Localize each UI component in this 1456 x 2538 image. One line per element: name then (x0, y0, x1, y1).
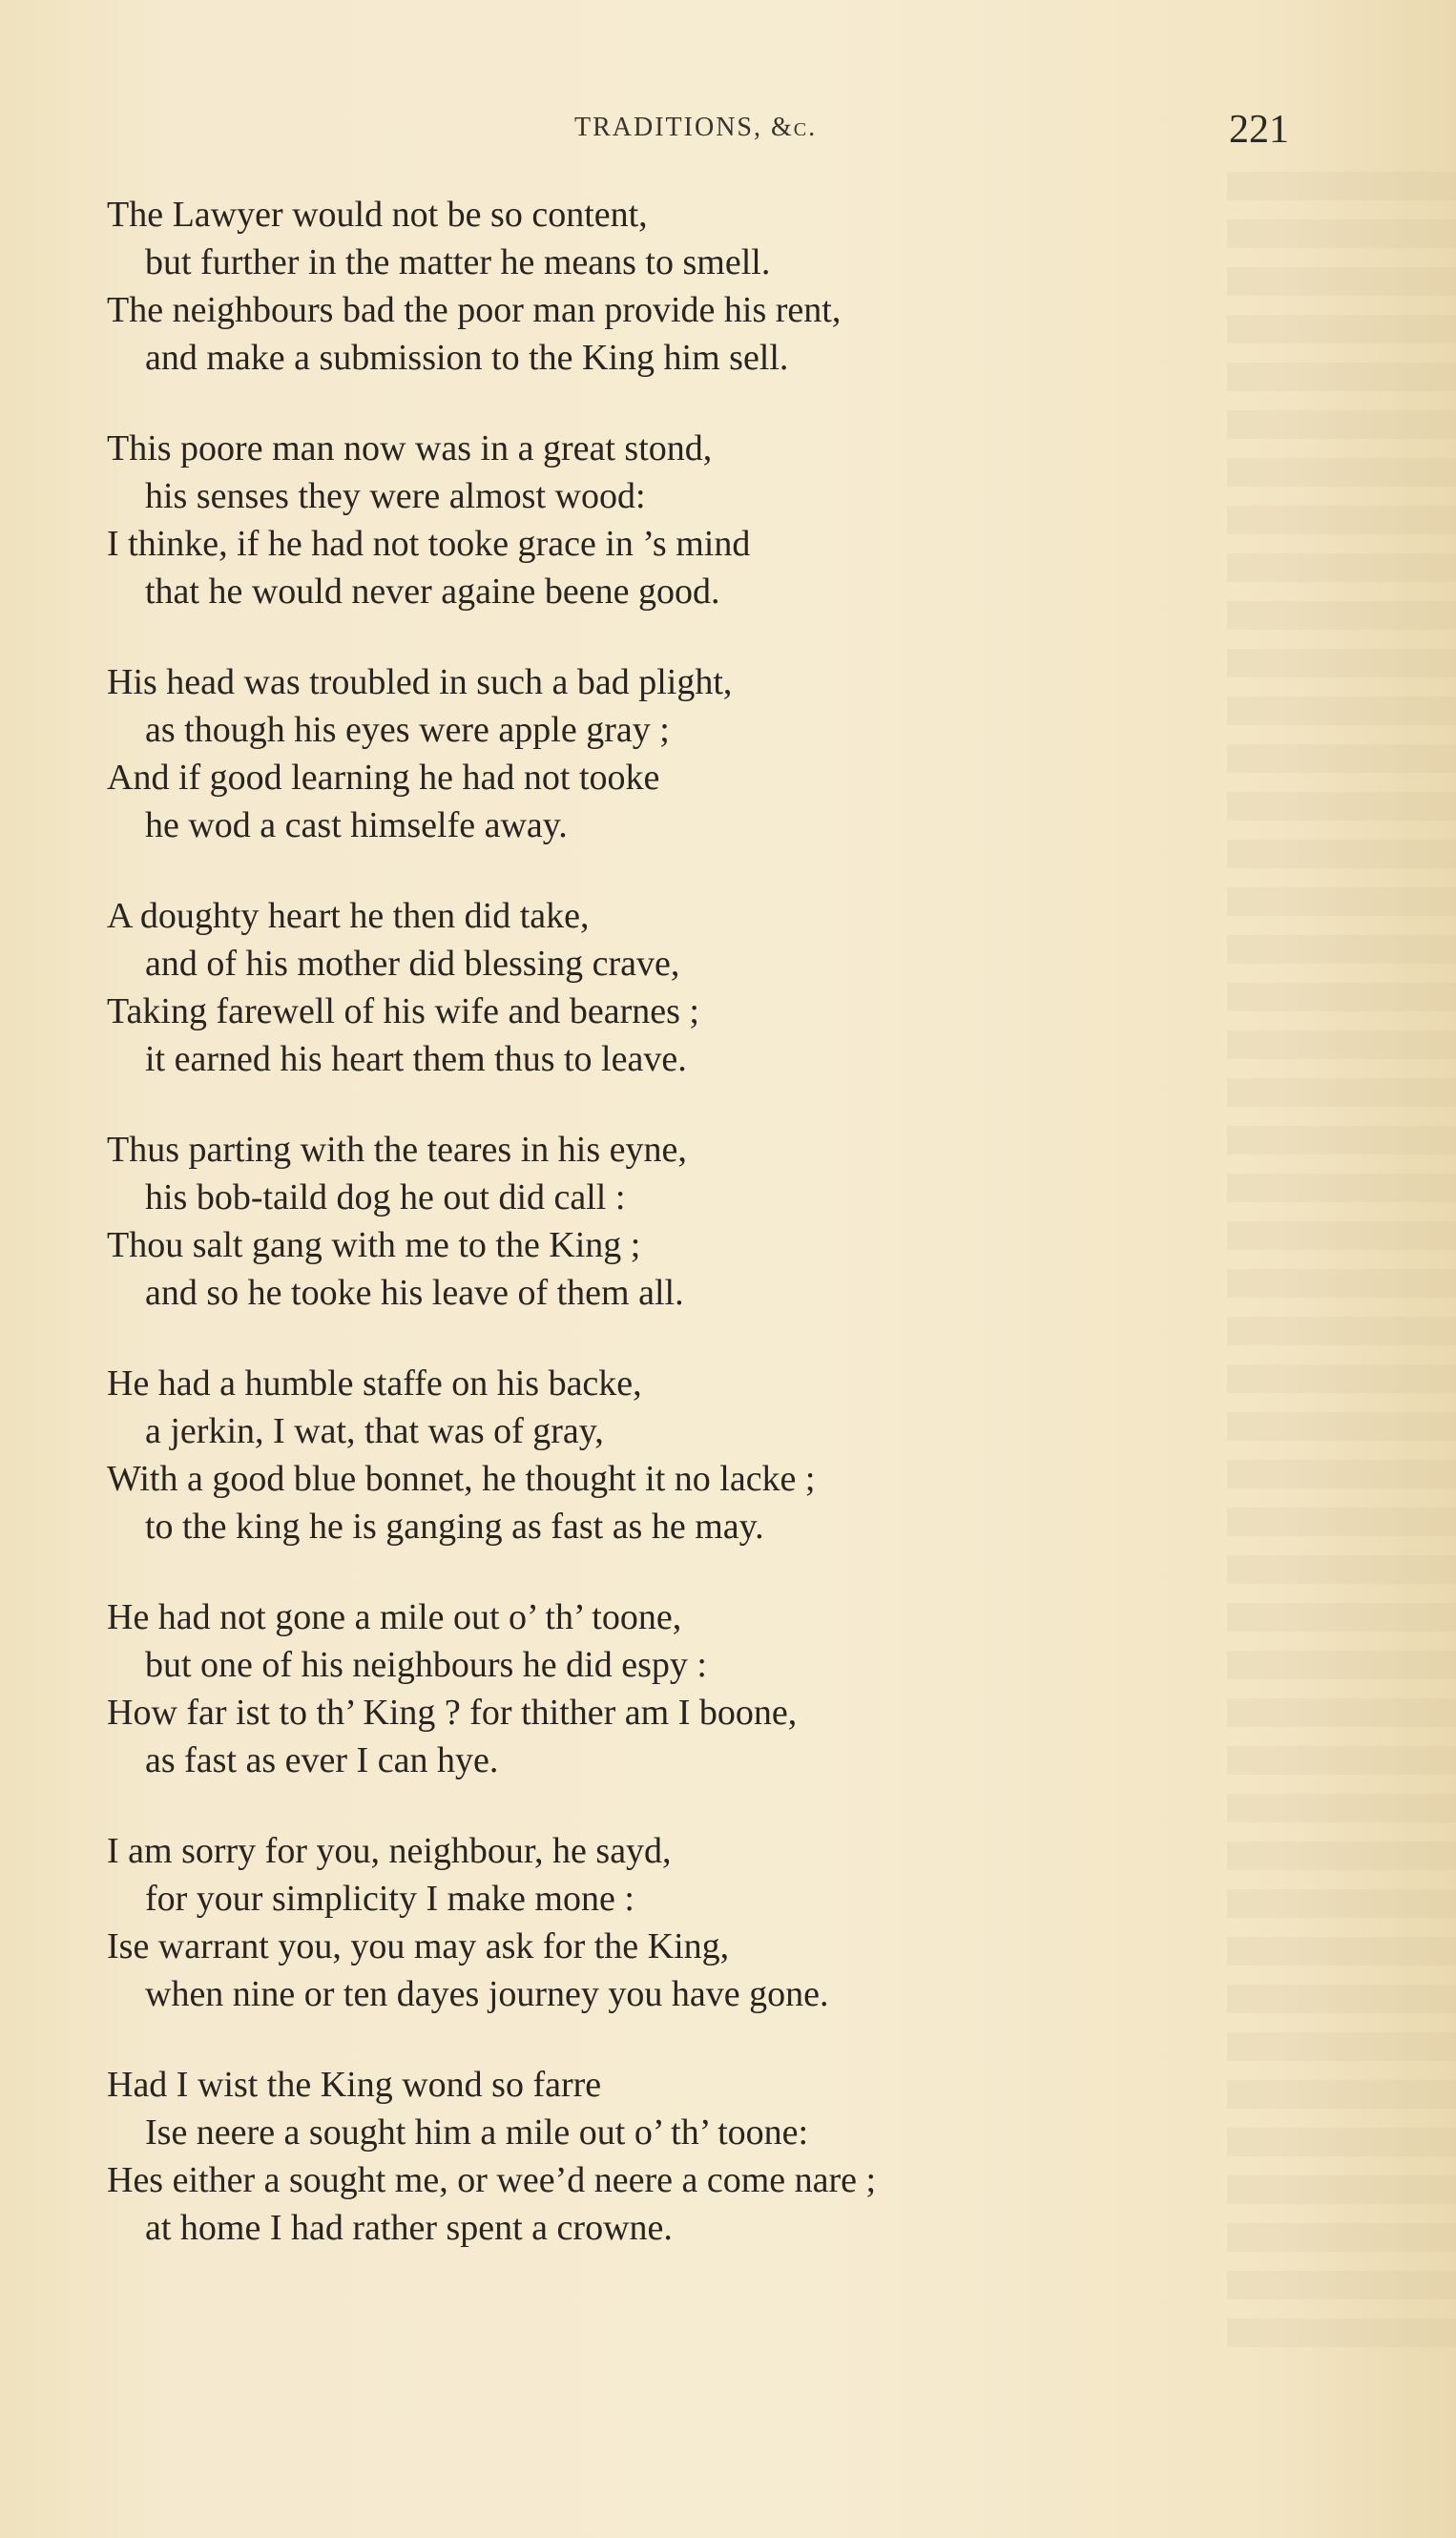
verse-line: his bob-taild dog he out did call : (145, 1177, 626, 1217)
verse-line: Ise warrant you, you may ask for the King, (107, 1926, 730, 1966)
stanza (107, 425, 1061, 615)
verse-line: Taking farewell of his wife and bearnes ; (107, 991, 699, 1031)
stanza (107, 1360, 1061, 1550)
verse-line: His head was troubled in such a bad plight, (107, 662, 733, 702)
verse-line: a jerkin, I wat, that was of gray, (145, 1411, 604, 1451)
verse-line: as fast as ever I can hye. (145, 1740, 499, 1780)
verse-line: How far ist to th’ King ? for thither am I boone, (107, 1693, 798, 1733)
stanza (107, 892, 1061, 1083)
bleed-through-texture (1227, 172, 1456, 2366)
verse-line: when nine or ten dayes journey you have gone. (145, 1974, 829, 2014)
running-title: TRADITIONS, &c. (574, 113, 818, 142)
verse-line: This poore man now was in a great stond, (107, 428, 713, 468)
verse-line: his senses they were almost wood: (145, 476, 646, 516)
stanza (107, 1593, 1061, 1784)
verse-line: He had a humble staffe on his backe, (107, 1363, 642, 1404)
verse-line: Ise neere a sought him a mile out o’ th’ toone: (145, 2112, 809, 2153)
page-number: 221 (1229, 108, 1289, 152)
stanza (107, 1126, 1061, 1317)
poem-body (107, 191, 1061, 2295)
verse-line: Had I wist the King wond so farre (107, 2065, 602, 2105)
verse-line: at home I had rather spent a crowne. (145, 2208, 673, 2248)
verse-line: to the king he is ganging as fast as he may. (145, 1507, 764, 1547)
verse-line: but further in the matter he means to smell. (145, 242, 771, 282)
verse-line: Thou salt gang with me to the King ; (107, 1225, 641, 1265)
verse-line: Thus parting with the teares in his eyne, (107, 1130, 687, 1170)
verse-line: for your simplicity I make mone : (145, 1879, 634, 1919)
verse-line: and of his mother did blessing crave, (145, 944, 680, 984)
verse-line: And if good learning he had not tooke (107, 758, 660, 798)
stanza (107, 658, 1061, 849)
verse-line: He had not gone a mile out o’ th’ toone, (107, 1597, 682, 1637)
verse-line: it earned his heart them thus to leave. (145, 1039, 687, 1079)
verse-line: as though his eyes were apple gray ; (145, 710, 670, 750)
verse-line: Hes either a sought me, or wee’d neere a come nare ; (107, 2160, 877, 2200)
stanza (107, 191, 1061, 382)
verse-line: and so he tooke his leave of them all. (145, 1273, 684, 1313)
verse-line: and make a submission to the King him sell. (145, 338, 789, 378)
verse-line: I thinke, if he had not tooke grace in ’s mind (107, 524, 751, 564)
verse-line: I am sorry for you, neighbour, he sayd, (107, 1831, 672, 1871)
verse-line: The Lawyer would not be so content, (107, 195, 648, 235)
verse-line: he wod a cast himselfe away. (145, 805, 568, 845)
stanza (107, 2061, 1061, 2252)
stanza (107, 1827, 1061, 2018)
verse-line: With a good blue bonnet, he thought it no lacke ; (107, 1459, 816, 1499)
running-head (0, 107, 1456, 153)
verse-line: A doughty heart he then did take, (107, 896, 590, 936)
verse-line: but one of his neighbours he did espy : (145, 1645, 707, 1685)
verse-line: that he would never againe beene good. (145, 572, 720, 612)
verse-line: The neighbours bad the poor man provide his rent, (107, 290, 842, 330)
